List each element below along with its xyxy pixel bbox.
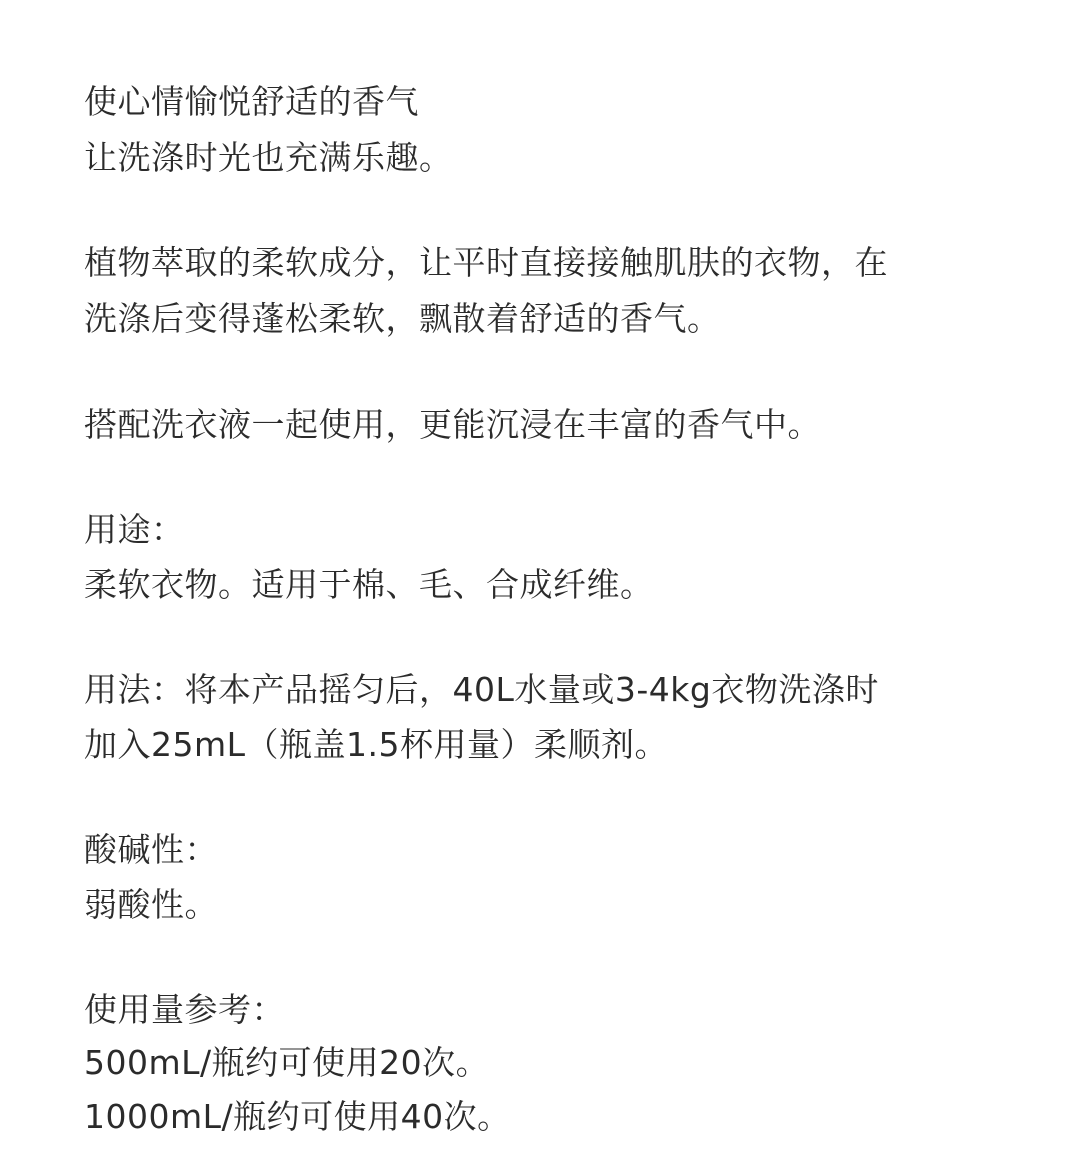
- dosage-line-1: 500mL/瓶约可使用20次。: [84, 1043, 490, 1082]
- intro-line-1: 使心情愉悦舒适的香气: [84, 82, 419, 121]
- dosage-line-2: 1000mL/瓶约可使用40次。: [84, 1097, 511, 1136]
- usage-line-1: 用法：将本产品摇匀后，40L水量或3-4kg衣物洗涤时: [84, 670, 879, 709]
- usage-line-2: 加入25mL（瓶盖1.5杯用量）柔顺剂。: [84, 725, 669, 764]
- dosage-heading: 使用量参考：: [84, 990, 285, 1029]
- ph-text: 弱酸性。: [84, 885, 218, 924]
- softness-line-1: 植物萃取的柔软成分，让平时直接接触肌肤的衣物，在: [84, 243, 888, 282]
- softness-line-2: 洗涤后变得蓬松柔软，飘散着舒适的香气。: [84, 299, 721, 338]
- purpose-heading: 用途：: [84, 510, 185, 549]
- pairing-line: 搭配洗衣液一起使用，更能沉浸在丰富的香气中。: [84, 405, 821, 444]
- intro-line-2: 让洗涤时光也充满乐趣。: [84, 138, 453, 177]
- ph-heading: 酸碱性：: [84, 830, 218, 869]
- purpose-text: 柔软衣物。适用于棉、毛、合成纤维。: [84, 565, 654, 604]
